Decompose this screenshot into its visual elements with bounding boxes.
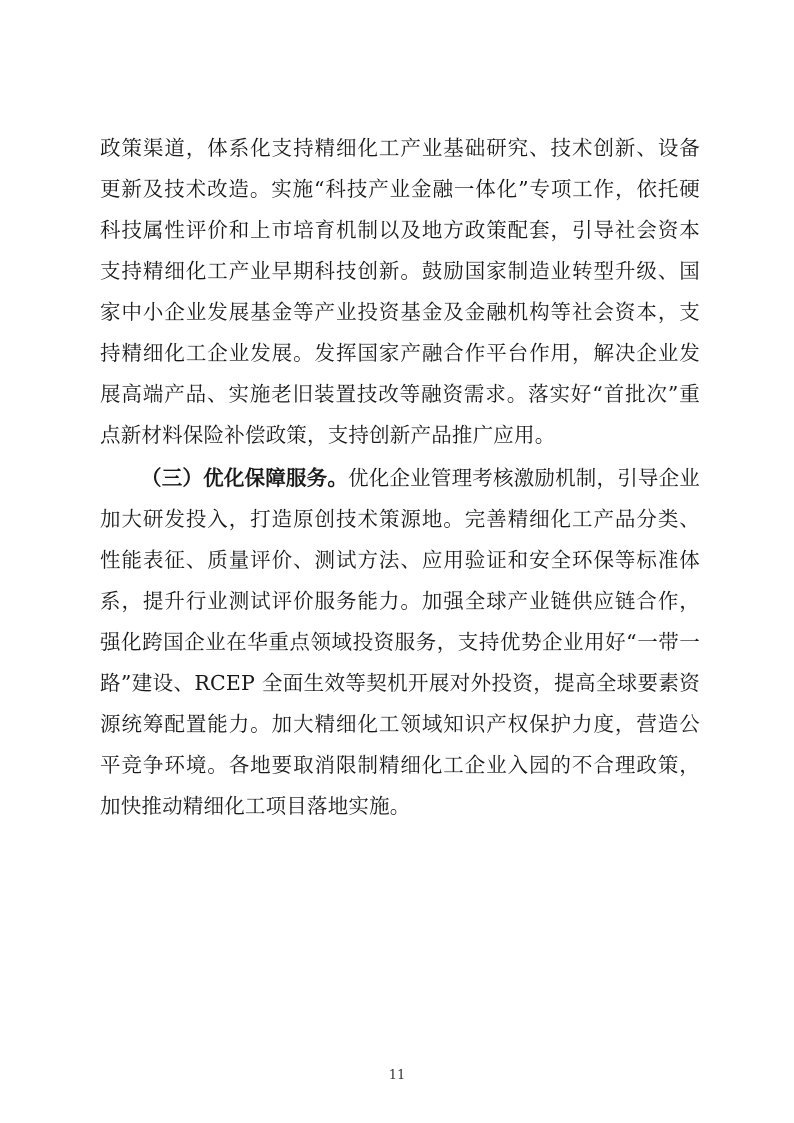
body-paragraph (100, 128, 700, 456)
paragraph-text: 优化企业管理考核激励机制，引导企业加大研发投入，打造原创技术策源地。完善精细化工产品分类、性能表征、质量评价、测试方法、应用验证和安全环保等标准体系，提升行业测试评价服务能力。加强全球产业链供应链合作，强化跨国企业在华重点领域投资服务，支持优势企业用好“一带一路”建设、RCEP 全面生效等契机开展对外投资，提高全球要素资源统筹配置能力。加大精细化工领域知识产权保护力度，营造公平竞争环境。各地要取消限制精细化工企业入园的不合理政策，加快推动精细化工项目落地实施。 (100, 466, 701, 818)
paragraph-text: 政策渠道，体系化支持精细化工产业基础研究、技术创新、设备更新及技术改造。实施“科技产业金融一体化”专项工作，依托硬科技属性评价和上市培育机制以及地方政策配套，引导社会资本支持精细化工产业早期科技创新。鼓励国家制造业转型升级、国家中小企业发展基金等产业投资基金及金融机构等社会资本，支持精细化工企业发展。发挥国家产融合作平台作用，解决企业发展高端产品、实施老旧装置技改等融资需求。落实好“首批次”重点新材料保险补偿政策，支持创新产品推广应用。 (100, 136, 700, 447)
body-paragraph (100, 458, 700, 827)
section-heading: （三）优化保障服务。 (141, 466, 349, 490)
page-body (100, 128, 700, 827)
page-number: 11 (388, 1068, 406, 1083)
